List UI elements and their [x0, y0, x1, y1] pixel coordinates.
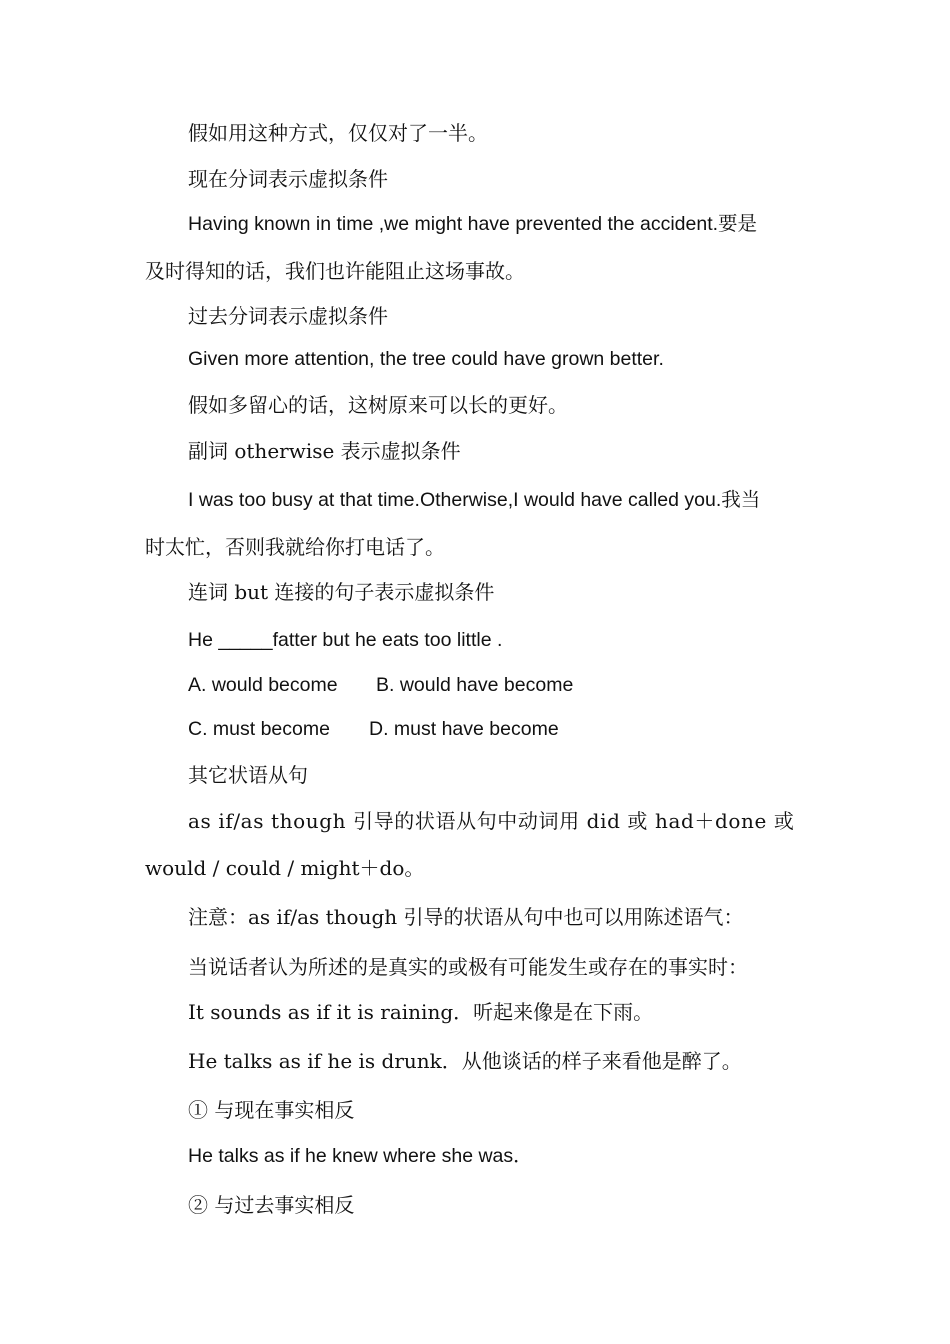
- text-line: 假如用这种方式，仅仅对了一半。: [188, 121, 488, 145]
- text-line: as if/as though 引导的状语从句中动词用 did 或 had＋done 或: [188, 809, 795, 833]
- option-d: D. must have become: [369, 718, 559, 740]
- option-c: C. must become: [188, 718, 330, 740]
- section-heading: 过去分词表示虚拟条件: [188, 304, 388, 328]
- example-sentence: It sounds as if it is raining．听起来像是在下雨。: [188, 1000, 654, 1024]
- list-item: ① 与现在事实相反: [188, 1098, 355, 1122]
- section-heading: 现在分词表示虚拟条件: [188, 167, 388, 191]
- text-line: would / could / might＋do。: [145, 856, 425, 880]
- question-stem: He _____fatter but he eats too little .: [188, 629, 503, 651]
- option-b: B. would have become: [376, 674, 574, 696]
- example-sentence: Given more attention, the tree could have grown better.: [188, 348, 664, 370]
- text-line: 假如多留心的话，这树原来可以长的更好。: [188, 393, 568, 417]
- example-sentence: He talks as if he is drunk．从他谈话的样子来看他是醉了。: [188, 1049, 742, 1073]
- options-row-2: [188, 714, 559, 744]
- text-line: 及时得知的话，我们也许能阻止这场事故。: [145, 259, 525, 283]
- list-item: ② 与过去事实相反: [188, 1193, 355, 1217]
- example-sentence: He talks as if he knew where she was．: [188, 1145, 533, 1167]
- text-line: 当说话者认为所述的是真实的或极有可能发生或存在的事实时：: [188, 955, 748, 979]
- text-line: 时太忙，否则我就给你打电话了。: [145, 535, 445, 559]
- example-sentence: I was too busy at that time.Otherwise,I would have called you.我当: [188, 489, 761, 511]
- section-heading: 副词 otherwise 表示虚拟条件: [188, 439, 461, 463]
- section-heading: 其它状语从句: [188, 763, 308, 787]
- section-heading: 连词 but 连接的句子表示虚拟条件: [188, 580, 495, 604]
- example-sentence: Having known in time ,we might have prevented the accident.要是: [188, 213, 758, 235]
- option-a: A. would become: [188, 674, 338, 696]
- options-row-1: [188, 670, 573, 700]
- note-line: 注意：as if/as though 引导的状语从句中也可以用陈述语气：: [188, 905, 744, 929]
